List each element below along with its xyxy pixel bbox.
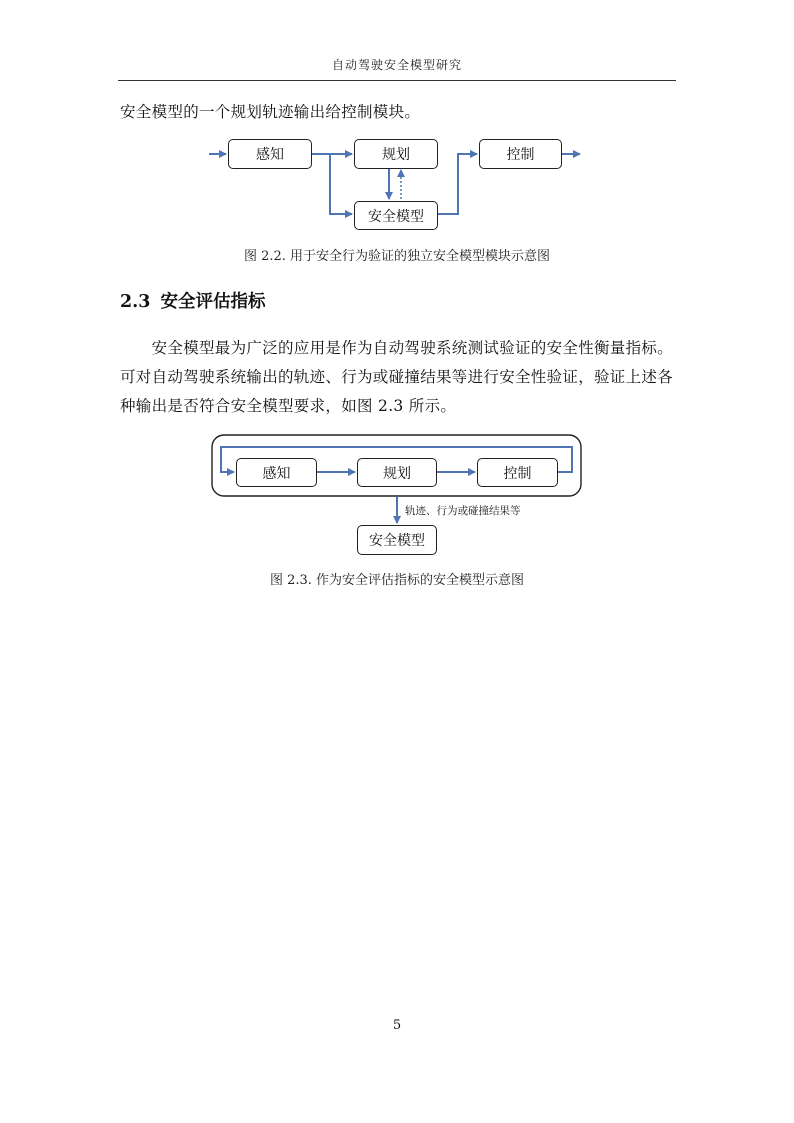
fig23-node-perception: 感知 — [236, 458, 317, 487]
intro-line: 安全模型的一个规划轨迹输出给控制模块。 — [120, 103, 421, 121]
section-heading — [120, 288, 265, 313]
paragraph-line: 可对自动驾驶系统输出的轨迹、行为或碰撞结果等进行安全性验证，验证上述各 — [120, 368, 674, 386]
fig22-arrow-safety-control — [438, 154, 477, 214]
section-number: 2.3 — [120, 292, 151, 312]
fig23-node-planning: 规划 — [357, 458, 437, 487]
fig23-node-safety-model: 安全模型 — [357, 525, 437, 555]
fig23-edge-label: 轨迹、行为或碰撞结果等 — [405, 505, 521, 517]
paragraph-line: 种输出是否符合安全模型要求，如图 2.3 所示。 — [120, 397, 457, 415]
fig23-node-control: 控制 — [477, 458, 558, 487]
figure-2-2-caption: 图 2.2. 用于安全行为验证的独立安全模型模块示意图 — [243, 249, 551, 264]
page-number: 5 — [392, 1018, 402, 1033]
fig22-arrow-perception-safety — [330, 154, 352, 214]
figure-2-3-caption: 图 2.3. 作为安全评估指标的安全模型示意图 — [269, 573, 525, 588]
section-title: 安全评估指标 — [160, 292, 266, 312]
running-header: 自动驾驶安全模型研究 — [331, 58, 462, 72]
fig22-node-planning: 规划 — [354, 139, 438, 169]
fig22-node-control: 控制 — [479, 139, 562, 169]
body-paragraph — [120, 334, 676, 421]
fig22-node-safety-model: 安全模型 — [354, 201, 438, 230]
paragraph-line: 安全模型最为广泛的应用是作为自动驾驶系统测试验证的安全性衡量指标。 — [120, 339, 674, 357]
fig22-node-perception: 感知 — [228, 139, 312, 169]
